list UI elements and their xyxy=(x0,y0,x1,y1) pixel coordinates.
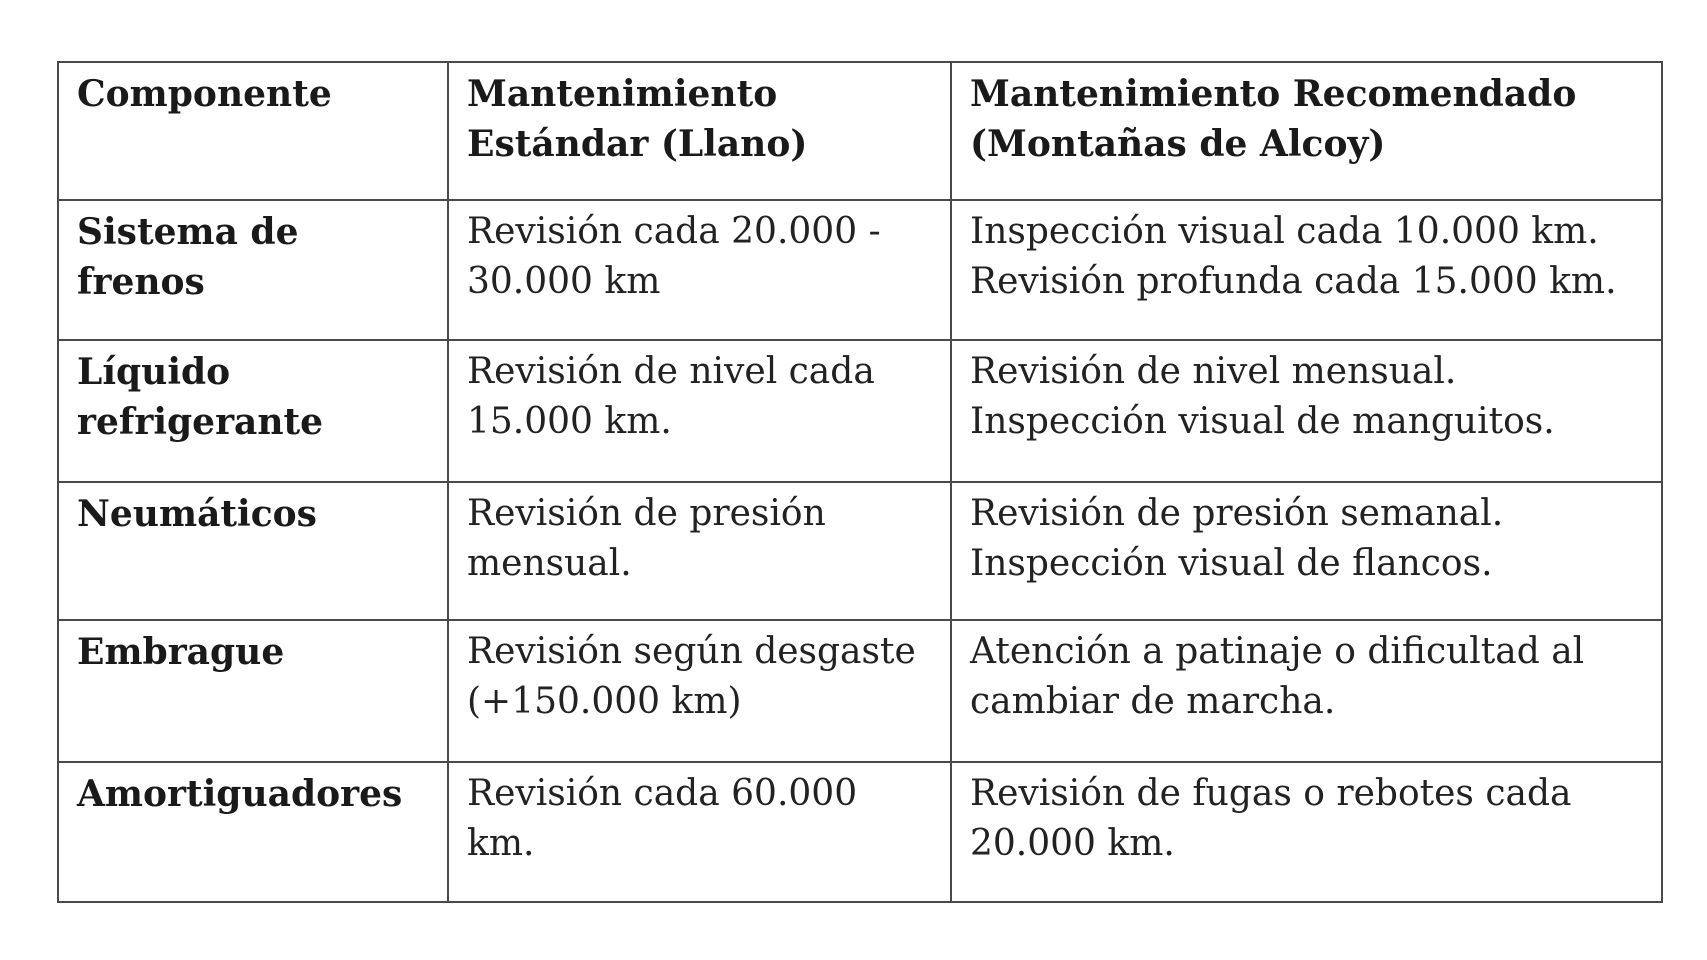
cell-text-line: Revisión según desgaste xyxy=(467,631,916,672)
cell-text-line: Amortiguadores xyxy=(77,773,403,815)
table-row xyxy=(58,200,1662,340)
table-row xyxy=(58,762,1662,902)
component-cell xyxy=(58,482,448,620)
cell-text-line: Embrague xyxy=(77,631,285,673)
header-text-line: Mantenimiento Recomendado xyxy=(970,73,1577,115)
header-text-line: Estándar (Llano) xyxy=(467,123,808,165)
cell-text-line: 30.000 km xyxy=(467,261,661,302)
recommended-cell xyxy=(951,340,1662,482)
recommended-cell xyxy=(951,200,1662,340)
cell-text-line: Revisión de presión xyxy=(467,493,826,534)
header-mantenimiento-estandar xyxy=(448,62,951,200)
cell-text-line: mensual. xyxy=(467,543,632,584)
table-row xyxy=(58,340,1662,482)
cell-text-line: Sistema de xyxy=(77,211,299,253)
header-mantenimiento-recomendado xyxy=(951,62,1662,200)
cell-text-line: Revisión de fugas o rebotes cada xyxy=(970,773,1572,814)
recommended-cell xyxy=(951,482,1662,620)
cell-text-line: Líquido xyxy=(77,351,231,393)
header-text-line: Mantenimiento xyxy=(467,73,778,115)
standard-cell xyxy=(448,200,951,340)
cell-text-line: Inspección visual de manguitos. xyxy=(970,401,1555,442)
table-row xyxy=(58,620,1662,762)
cell-text-line: km. xyxy=(467,823,535,864)
cell-text-line: Revisión de nivel mensual. xyxy=(970,351,1457,392)
cell-text-line: 15.000 km. xyxy=(467,401,672,442)
standard-cell xyxy=(448,762,951,902)
header-text-line: (Montañas de Alcoy) xyxy=(970,123,1386,165)
standard-cell xyxy=(448,340,951,482)
cell-text-line: Neumáticos xyxy=(77,493,317,535)
cell-text-line: 20.000 km. xyxy=(970,823,1175,864)
standard-cell xyxy=(448,482,951,620)
component-cell xyxy=(58,620,448,762)
cell-text-line: Revisión cada 20.000 - xyxy=(467,211,881,252)
cell-text-line: Atención a patinaje o dificultad al xyxy=(970,631,1585,672)
table-row xyxy=(58,482,1662,620)
component-cell xyxy=(58,762,448,902)
standard-cell xyxy=(448,620,951,762)
header-componente xyxy=(58,62,448,200)
header-row xyxy=(58,62,1662,200)
cell-text-line: (+150.000 km) xyxy=(467,681,742,722)
cell-text-line: Inspección visual de flancos. xyxy=(970,543,1493,584)
cell-text-line: Revisión profunda cada 15.000 km. xyxy=(970,261,1617,302)
cell-text-line: cambiar de marcha. xyxy=(970,681,1336,722)
recommended-cell xyxy=(951,762,1662,902)
maintenance-table xyxy=(57,61,1663,903)
cell-text-line: Inspección visual cada 10.000 km. xyxy=(970,211,1599,252)
header-text-line: Componente xyxy=(77,73,332,115)
component-cell xyxy=(58,340,448,482)
component-cell xyxy=(58,200,448,340)
cell-text-line: frenos xyxy=(77,261,205,303)
recommended-cell xyxy=(951,620,1662,762)
cell-text-line: refrigerante xyxy=(77,401,324,443)
cell-text-line: Revisión de nivel cada xyxy=(467,351,875,392)
cell-text-line: Revisión cada 60.000 xyxy=(467,773,858,814)
cell-text-line: Revisión de presión semanal. xyxy=(970,493,1504,534)
